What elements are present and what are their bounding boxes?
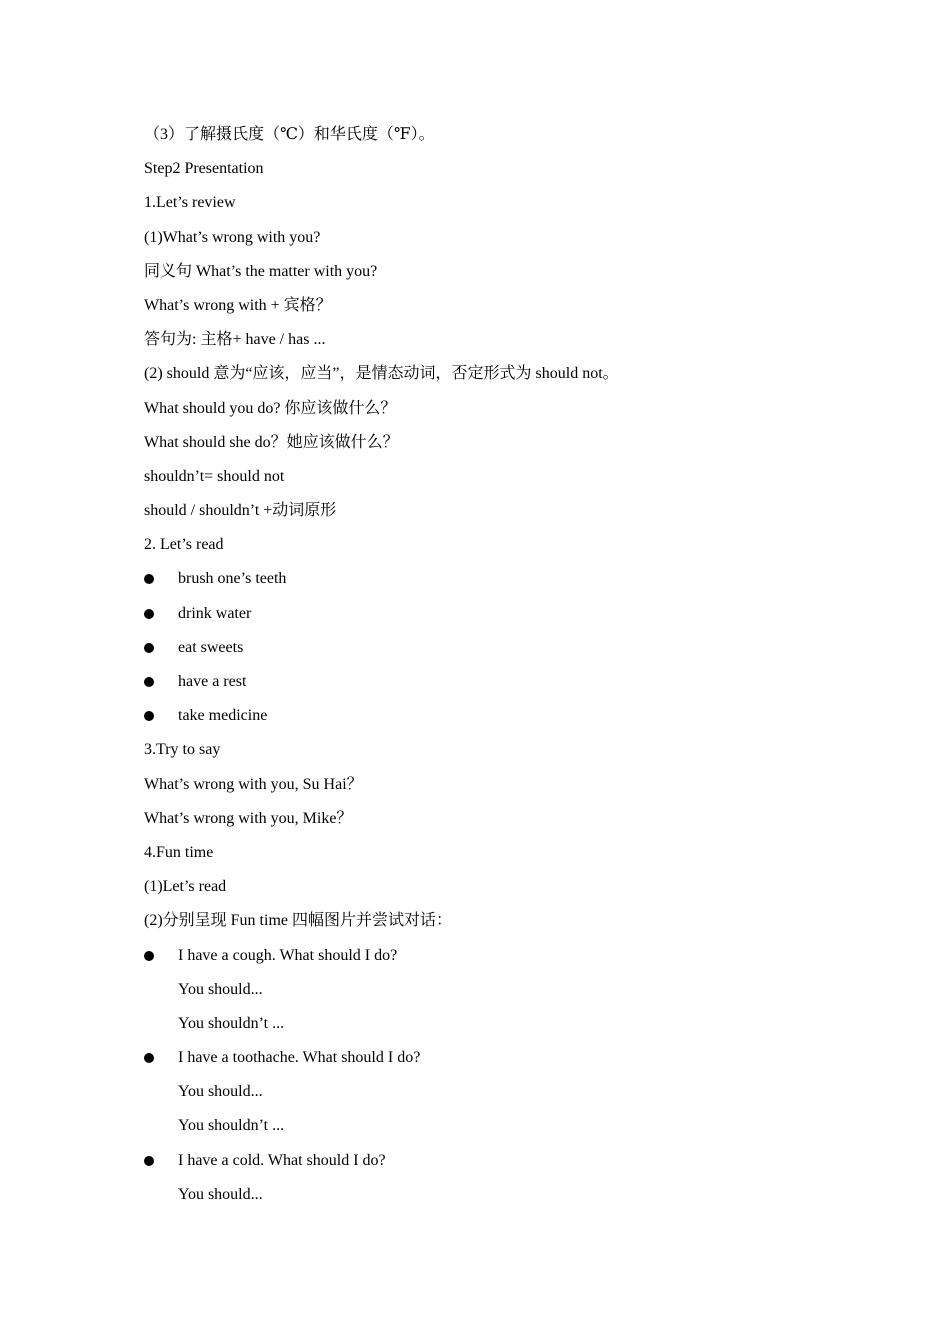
list-item-text: I have a toothache. What should I do? (178, 1049, 421, 1067)
list-item (144, 669, 844, 703)
bullet-icon (144, 1053, 154, 1063)
bullet-icon (144, 574, 154, 584)
text-line: (2)分别呈现 Fun time 四幅图片并尝试对话： (144, 912, 452, 930)
indented-line: You shouldn’t ... (178, 1014, 285, 1032)
text-line: What’s wrong with you, Su Hai？ (144, 775, 363, 793)
objective-line: （3）了解摄氏度（℃）和华氏度（℉）。 (144, 126, 435, 143)
text-line: What should you do? 你应该做什么？ (144, 399, 397, 417)
text-line: 同义句 What’s the matter with you? (144, 262, 378, 280)
list-item-text: take medicine (178, 707, 268, 725)
list-item-text: brush one’s teeth (178, 570, 287, 588)
bullet-icon (144, 643, 154, 653)
text-line: should / shouldn’t +动词原形 (144, 502, 337, 520)
list-item-text: eat sweets (178, 638, 244, 656)
bullet-icon (144, 677, 154, 687)
step-heading: Step2 Presentation (144, 160, 264, 178)
section-heading: 1.Let’s review (144, 194, 236, 212)
text-line: (2) should 意为“应该，应当”，是情态动词，否定形式为 should not。 (144, 365, 619, 383)
list-item-text: have a rest (178, 673, 247, 690)
bullet-icon (144, 711, 154, 721)
indented-line: You should... (178, 980, 263, 998)
section-heading: 3.Try to say (144, 741, 221, 759)
list-item-text: drink water (178, 604, 252, 622)
list-item (144, 1148, 844, 1182)
section-heading: 2. Let’s read (144, 536, 224, 554)
document-body (144, 122, 844, 1216)
list-item (144, 943, 844, 977)
text-line: (1)What’s wrong with you? (144, 228, 321, 246)
text-line: What’s wrong with + 宾格？ (144, 296, 332, 314)
text-line: (1)Let’s read (144, 878, 227, 896)
bullet-icon (144, 951, 154, 961)
text-line: shouldn’t= should not (144, 467, 285, 485)
indented-line: You should... (178, 1083, 263, 1101)
list-item (144, 703, 844, 737)
bullet-icon (144, 609, 154, 619)
list-item-text: I have a cold. What should I do? (178, 1151, 386, 1169)
list-item-text: I have a cough. What should I do? (178, 946, 398, 964)
list-item (144, 566, 844, 600)
list-item (144, 635, 844, 669)
list-item (144, 601, 844, 635)
section-heading: 4.Fun time (144, 843, 214, 861)
text-line: 答句为: 主格+ have / has ... (144, 331, 326, 349)
indented-line: You shouldn’t ... (178, 1117, 285, 1135)
list-item (144, 1045, 844, 1079)
indented-line: You should... (178, 1185, 263, 1203)
text-line: What should she do？她应该做什么？ (144, 433, 399, 451)
bullet-icon (144, 1156, 154, 1166)
text-line: What’s wrong with you, Mike？ (144, 809, 353, 827)
